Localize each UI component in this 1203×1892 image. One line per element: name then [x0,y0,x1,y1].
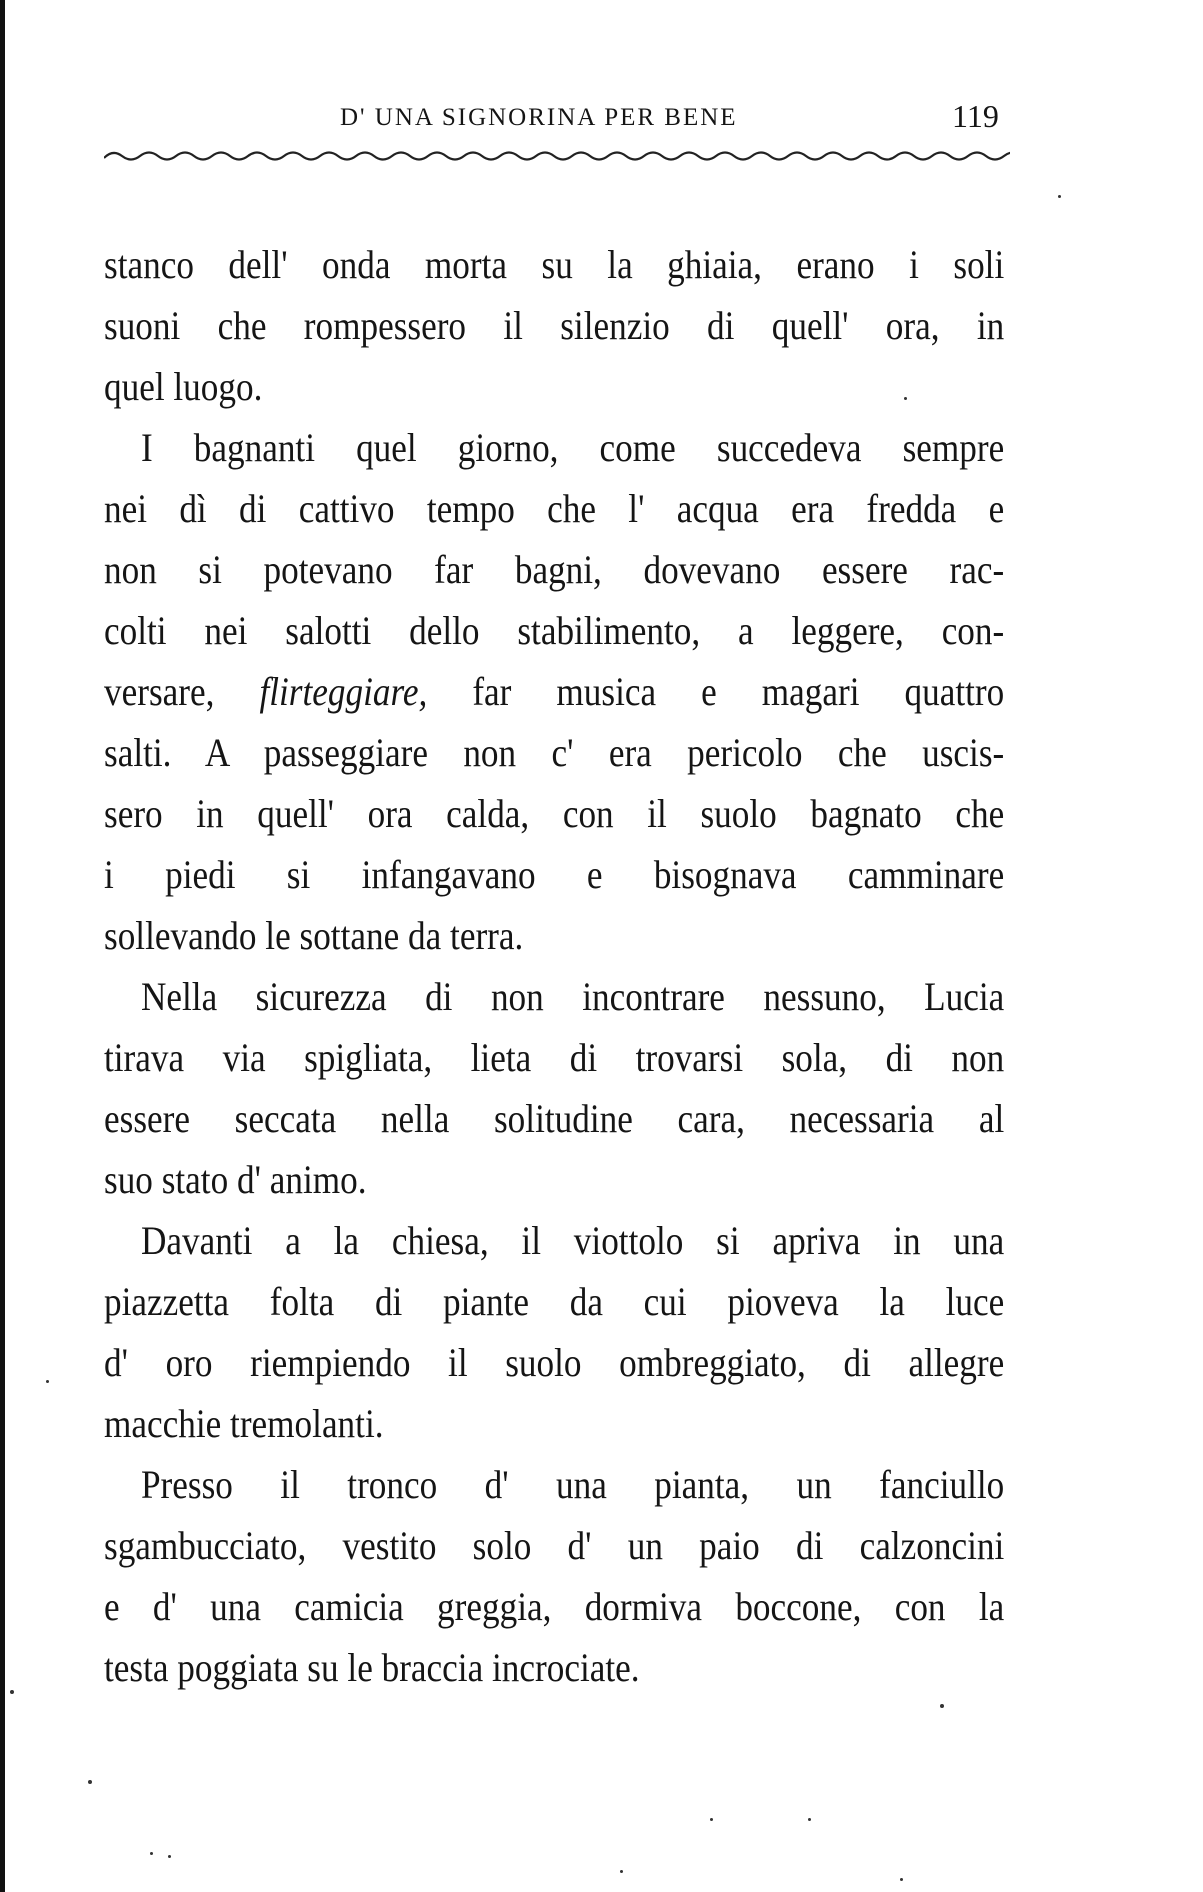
scan-speck [168,1855,171,1858]
body-text [104,234,1004,1698]
running-head-title: D' UNA SIGNORINA PER BENE [340,104,738,131]
text-line: sollevando le sottane da terra. [104,913,524,958]
text-segment: versare, [104,669,260,714]
scan-speck [710,1818,713,1821]
text-line: testa poggiata su le braccia incrociate. [104,1645,640,1690]
scan-speck [940,1704,944,1708]
text-line: macchie tremolanti. [104,1401,384,1446]
scan-speck [10,1690,14,1694]
page-binding-edge [0,0,5,1892]
text-line: d' oro riempiendo il suolo ombreggiato, di allegre [104,1340,1005,1385]
scan-speck [904,397,907,400]
text-line: Davanti a la chiesa, il viottolo si apriva in una [140,1218,1005,1263]
text-line: colti nei salotti dello stabilimento, a leggere, con- [104,608,1005,653]
text-line: e d' una camicia greggia, dormiva boccone, con la [104,1584,1005,1629]
text-line: suoni che rompessero il silenzio di quell' ora, in [104,303,1005,348]
page-number: 119 [952,98,999,134]
text-line: salti. A passeggiare non c' era pericolo che uscis- [104,730,1005,775]
text-line: piazzetta folta di piante da cui pioveva la luce [104,1279,1005,1324]
scan-speck [150,1852,153,1855]
scan-speck [620,1870,623,1873]
text-line: sero in quell' ora calda, con il suolo bagnato che [104,791,1005,836]
italic-term: flirteggiare, [259,669,428,714]
text-line: I bagnanti quel giorno, come succedeva sempre [140,425,1005,470]
text-line: suo stato d' animo. [104,1157,367,1202]
text-line: non si potevano far bagni, dovevano essere rac- [104,547,1005,592]
text-line: essere seccata nella solitudine cara, necessaria al [104,1096,1005,1141]
text-line: tirava via spigliata, lieta di trovarsi sola, di non [104,1035,1005,1080]
text-line: nei dì di cattivo tempo che l' acqua era fredda e [104,486,1005,531]
scan-speck [900,1878,903,1881]
scan-speck [1058,195,1061,198]
wavy-rule-ornament [104,146,1010,166]
text-line-with-italic [104,661,1004,722]
scan-speck [808,1818,811,1821]
text-line: Presso il tronco d' una pianta, un fanciullo [140,1462,1005,1507]
text-line: stanco dell' onda morta su la ghiaia, erano i soli [104,242,1005,287]
scan-speck [88,1780,92,1784]
text-line: quel luogo. [104,364,263,409]
scan-speck [46,1380,49,1383]
text-line: sgambucciato, vestito solo d' un paio di calzoncini [104,1523,1005,1568]
text-line: Nella sicurezza di non incontrare nessuno, Lucia [140,974,1005,1019]
text-segment: far musica e magari quattro [427,669,1005,714]
text-line: i piedi si infangavano e bisognava camminare [104,852,1005,897]
